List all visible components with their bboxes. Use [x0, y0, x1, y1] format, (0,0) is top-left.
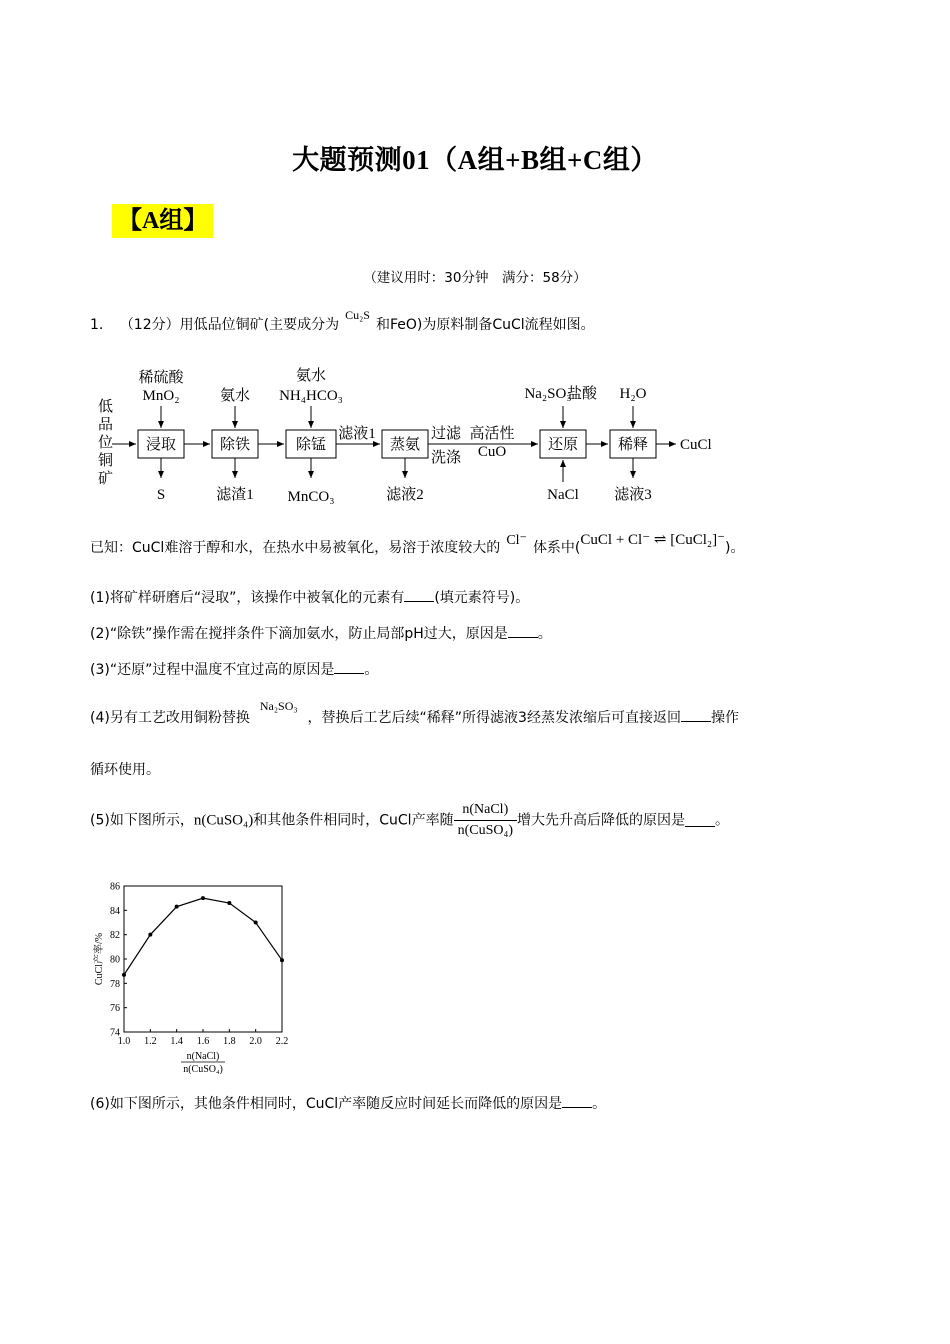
ratio-fraction — [454, 800, 517, 841]
fraction-denominator: n(CuSO₄) — [454, 820, 517, 841]
yield-chart — [88, 874, 298, 1074]
reagent-hcl: 盐酸 — [566, 386, 598, 402]
output-residue-1: 滤渣1 — [216, 487, 254, 503]
reagent-na2so3: Na₂SO₃ — [524, 386, 572, 402]
data-point — [227, 901, 231, 905]
label-wash: 洗涤 — [430, 450, 462, 466]
output-filtrate-2: 滤液2 — [386, 487, 424, 503]
data-point — [148, 933, 152, 937]
page-title: 大题预测01（A组+B组+C组） — [292, 145, 658, 175]
output-mnco3: MnCO₃ — [287, 489, 335, 505]
output-nacl: NaCl — [547, 487, 579, 503]
part-5-text-c: 增大先升高后降低的原因是 — [517, 812, 686, 829]
box-dilution: 稀释 — [617, 437, 649, 453]
data-point — [201, 896, 205, 900]
reagent-ammonia-2: 氨水 — [295, 368, 327, 384]
time-info: （建议用时：30分钟 满分：58分） — [363, 270, 587, 286]
equilibrium-equation: CuCl + Cl⁻ ⇌ [CuCl₂]⁻ — [580, 532, 726, 548]
x-tick-label: 1.0 — [117, 1036, 131, 1047]
y-tick-label: 74 — [110, 1027, 120, 1039]
known-text-c: )。 — [725, 540, 745, 556]
question-text: 用低品位铜矿(主要成分为 — [179, 317, 340, 333]
part-5 — [90, 800, 729, 841]
product-cucl: CuCl — [680, 437, 712, 453]
part-4-text-c: 操作 — [710, 710, 739, 726]
answer-blank-6[interactable] — [562, 1095, 592, 1108]
answer-blank-1[interactable] — [404, 589, 434, 602]
part-5-text-a: (5)如下图所示， — [90, 812, 194, 829]
y-axis-label: CuCl产率/% — [94, 932, 105, 986]
answer-blank-5[interactable] — [685, 814, 715, 827]
answer-blank-3[interactable] — [334, 661, 364, 674]
part-2-end: 。 — [537, 626, 552, 642]
question-text-b: 和FeO)为原料制备CuCl流程如图。 — [375, 317, 595, 333]
data-point — [254, 921, 258, 925]
part-6-end: 。 — [592, 1096, 607, 1112]
flow-start-1: 低 — [98, 399, 114, 415]
yield-series-line — [124, 898, 282, 975]
reagent-mno2: MnO₂ — [142, 388, 180, 404]
part-4 — [90, 699, 739, 728]
x-axis-label-denominator: n(CuSO₄) — [183, 1064, 223, 1074]
label-filter: 过滤 — [430, 426, 462, 442]
fraction-numerator: n(NaCl) — [462, 802, 509, 817]
part-6-text: (6)如下图所示，其他条件相同时，CuCl产率随反应时间延长而降低的原因是 — [90, 1096, 563, 1112]
chloride-ion: Cl⁻ — [506, 533, 527, 548]
y-tick-label: 80 — [110, 954, 120, 966]
group-label: 【A组】 — [112, 204, 213, 238]
y-tick-label: 86 — [110, 881, 120, 893]
label-filtrate-1: 滤液1 — [338, 426, 376, 442]
flow-start-4: 铜 — [98, 453, 114, 469]
reagent-ammonia-1: 氨水 — [219, 388, 251, 404]
data-point — [122, 973, 126, 977]
output-filtrate-3: 滤液3 — [614, 487, 652, 503]
question-score: （12分） — [119, 317, 180, 333]
x-axis-label-numerator: n(NaCl) — [186, 1051, 220, 1062]
part-1-end: (填元素符号)。 — [434, 590, 530, 606]
plot-frame — [124, 886, 282, 1032]
part-1-text: (1)将矿样研磨后“浸取”，该操作中被氧化的元素有 — [90, 590, 405, 606]
answer-blank-2[interactable] — [508, 625, 538, 638]
known-text-a: 已知：CuCl难溶于醇和水，在热水中易被氧化，易溶于浓度较大的 — [90, 540, 501, 556]
part-3 — [90, 660, 378, 680]
data-point — [175, 905, 179, 909]
part-2 — [90, 624, 552, 644]
label-cuo: CuO — [477, 444, 507, 460]
x-tick-label: 1.2 — [144, 1036, 157, 1047]
flow-start-3: 位 — [98, 435, 114, 451]
box-remove-iron: 除铁 — [219, 437, 251, 453]
reagent-water: H₂O — [619, 386, 647, 402]
flow-start-5: 矿 — [98, 471, 114, 487]
part-3-end: 。 — [364, 662, 379, 678]
reagent-sulfuric-acid: 稀硫酸 — [138, 370, 184, 386]
x-tick-label: 2.2 — [275, 1036, 289, 1047]
output-sulfur: S — [156, 487, 166, 503]
known-info — [90, 532, 745, 559]
y-tick-label: 84 — [110, 905, 120, 917]
y-tick-label: 82 — [110, 930, 120, 942]
y-tick-label: 78 — [110, 978, 120, 990]
x-tick-label: 1.6 — [196, 1036, 210, 1047]
part-5-end: 。 — [715, 812, 730, 829]
box-ammonia-evaporation: 蒸氨 — [389, 437, 421, 453]
question-1-line — [90, 308, 595, 335]
part-1 — [90, 588, 529, 608]
box-leaching: 浸取 — [145, 437, 177, 453]
part-4-text-b: ，替换后工艺后续“稀释”所得滤液3经蒸发浓缩后可直接返回 — [307, 710, 681, 726]
part-6 — [90, 1094, 606, 1114]
box-reduction: 还原 — [547, 437, 579, 453]
y-tick-label: 76 — [110, 1003, 120, 1015]
known-text-b: 体系中( — [532, 540, 581, 556]
answer-blank-4[interactable] — [681, 709, 711, 722]
part-3-text: (3)“还原”过程中温度不宜过高的原因是 — [90, 662, 335, 678]
part-4-cont: 循环使用。 — [90, 762, 160, 778]
n-cuso4: n(CuSO₄) — [193, 812, 254, 829]
part-5-text-b: 和其他条件相同时，CuCl产率随 — [253, 812, 454, 829]
data-point — [280, 958, 284, 962]
formula-na2so3: Na₂SO₃ — [259, 699, 298, 713]
question-number: 1. — [90, 317, 104, 333]
part-2-text: (2)“除铁”操作需在搅拌条件下滴加氨水，防止局部pH过大，原因是 — [90, 626, 508, 642]
x-tick-label: 1.8 — [223, 1036, 236, 1047]
process-flow-diagram — [86, 360, 726, 510]
reagent-nh4hco3: NH₄HCO₃ — [279, 388, 343, 404]
label-high-activity: 高活性 — [469, 426, 515, 442]
x-tick-label: 2.0 — [249, 1036, 262, 1047]
flow-start-2: 品 — [98, 417, 114, 433]
x-tick-label: 1.4 — [170, 1036, 183, 1047]
part-4-text-a: (4)另有工艺改用铜粉替换 — [90, 710, 250, 726]
formula-cu2s: Cu₂S — [345, 308, 370, 322]
box-remove-manganese: 除锰 — [295, 437, 327, 453]
